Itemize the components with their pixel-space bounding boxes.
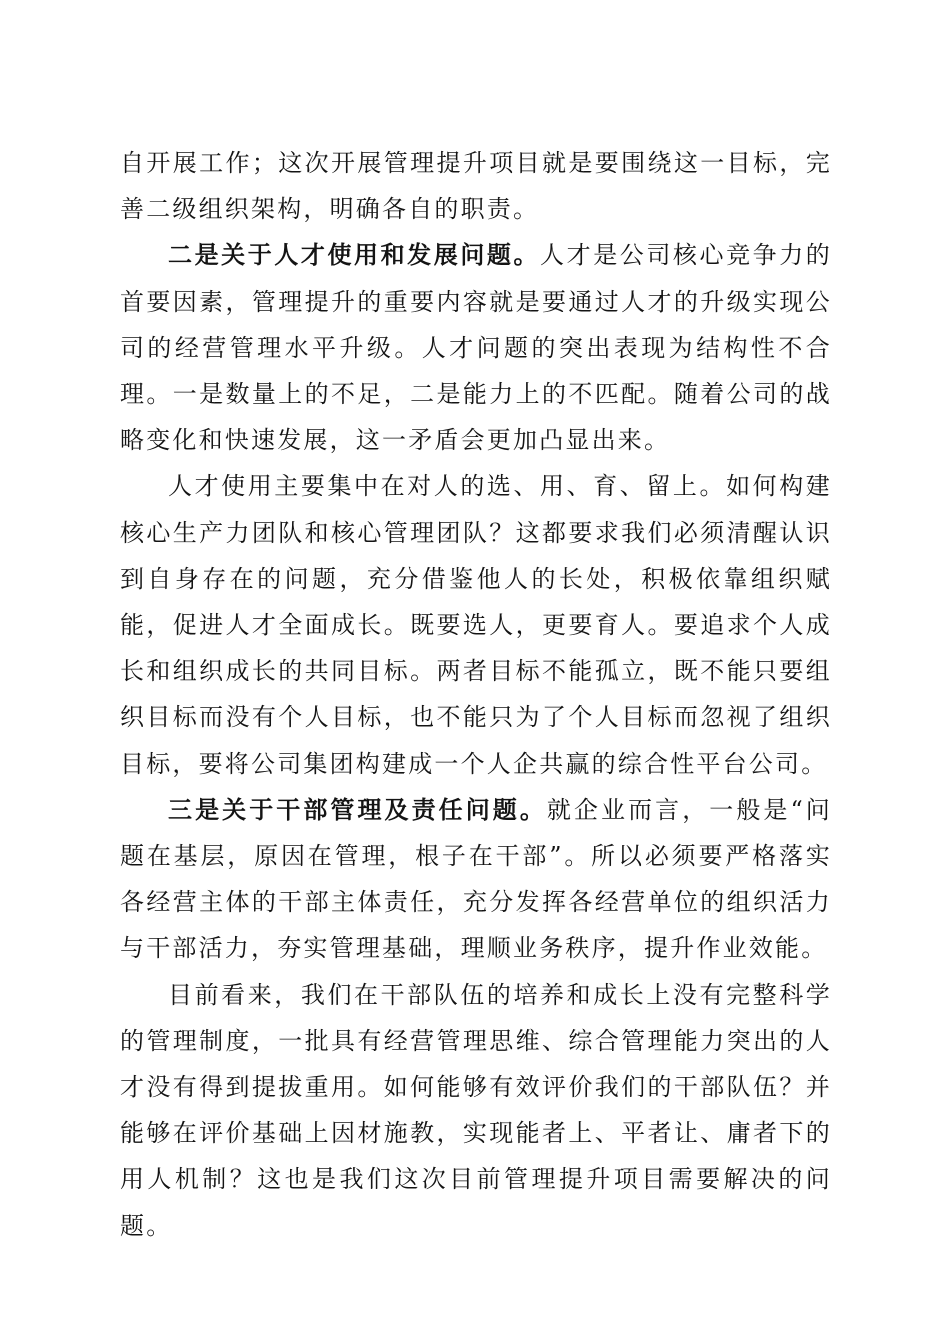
paragraph-text: 人才是公司核心竞争力的首要因素，管理提升的重要内容就是要通过人才的升级实现公司的经营管理水平升级。人才问题的突出表现为结构性不合理。一是数量上的不足，二是能力上的不匹配。随着公司的战略变化和快速发展，这一矛盾会更加凸显出来。 — [120, 241, 832, 455]
paragraph-cadre-issue — [120, 787, 832, 972]
paragraph-lead-heading: 三是关于干部管理及责任问题。 — [168, 794, 547, 824]
paragraph-talent-issue — [120, 232, 832, 463]
paragraph-text: 目前看来，我们在干部队伍的培养和成长上没有完整科学的管理制度，一批具有经营管理思维、综合管理能力突出的人才没有得到提拔重用。如何能够有效评价我们的干部队伍？并能够在评价基础上因材施教，实现能者上、平者让、庸者下的用人机制？这也是我们这次目前管理提升项目需要解决的问题。 — [120, 980, 832, 1240]
document-body — [120, 140, 832, 1249]
paragraph-talent-usage — [120, 463, 832, 786]
paragraph-lead-heading: 二是关于人才使用和发展问题。 — [168, 240, 541, 270]
paragraph-continuation — [120, 140, 832, 232]
paragraph-text: 人才使用主要集中在对人的选、用、育、留上。如何构建核心生产力团队和核心管理团队？这都要求我们必须清醒认识到自身存在的问题，充分借鉴他人的长处，积极依靠组织赋能，促进人才全面成长。既要选人，更要育人。要追求个人成长和组织成长的共同目标。两者目标不能孤立，既不能只要组织目标而没有个人目标，也不能只为了个人目标而忽视了组织目标，要将公司集团构建成一个人企共赢的综合性平台公司。 — [120, 472, 832, 778]
paragraph-current-situation — [120, 972, 832, 1249]
paragraph-text: 就企业而言，一般是“问题在基层，原因在管理，根子在干部”。所以必须要严格落实各经营主体的干部主体责任，充分发挥各经营单位的组织活力与干部活力，夯实管理基础，理顺业务秩序，提升作业效能。 — [120, 795, 832, 963]
paragraph-text: 自开展工作；这次开展管理提升项目就是要围绕这一目标，完善二级组织架构，明确各自的职责。 — [120, 149, 832, 224]
